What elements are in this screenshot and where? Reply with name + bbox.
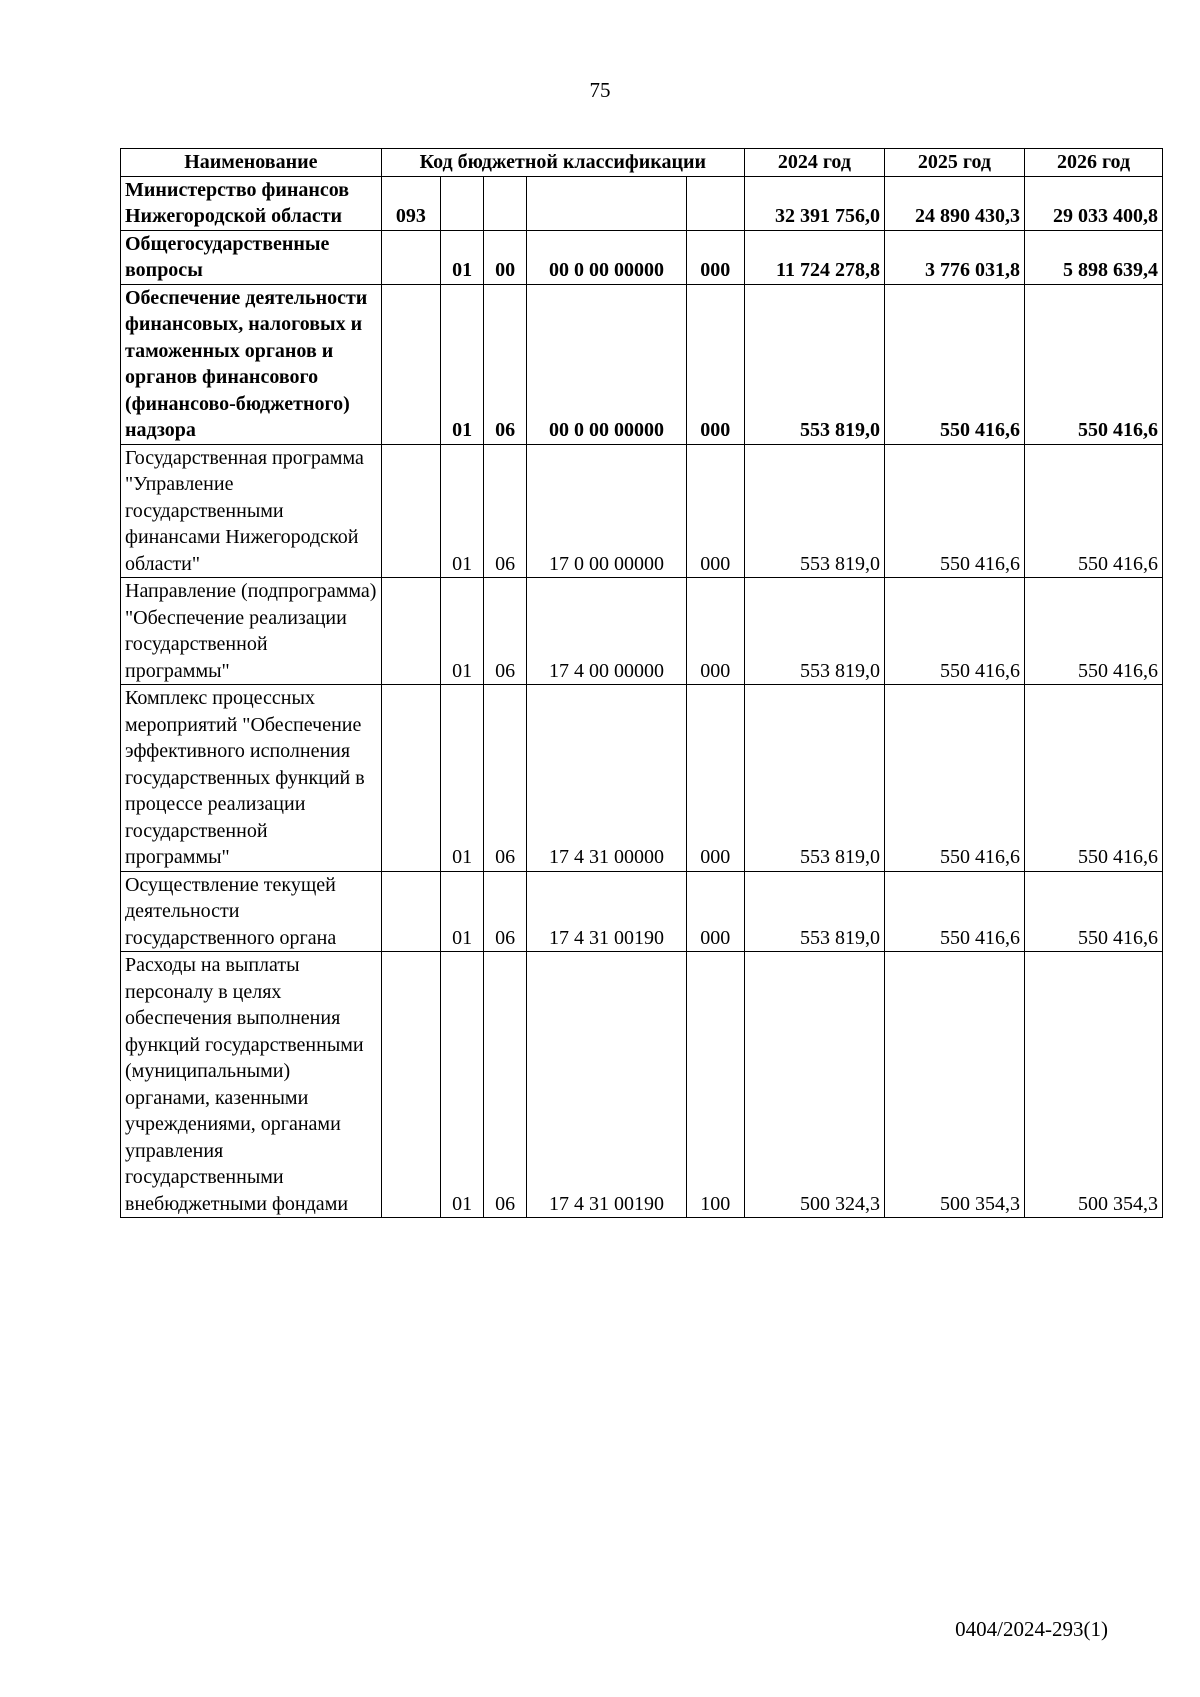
- cell-name: Направление (подпрограмма) "Обеспечение реализации государственной программы": [121, 578, 382, 685]
- cell-target-article: 17 4 00 00000: [527, 578, 686, 685]
- cell-expense-type: 100: [686, 952, 744, 1218]
- cell-section: 01: [441, 578, 484, 685]
- cell-target-article: 17 4 31 00190: [527, 871, 686, 952]
- cell-2025: 550 416,6: [884, 685, 1024, 872]
- cell-2024: 553 819,0: [744, 871, 884, 952]
- table-row: [121, 871, 1163, 952]
- cell-name: Комплекс процессных мероприятий "Обеспечение эффективного исполнения государственных функций в процессе реализации государственной программы": [121, 685, 382, 872]
- cell-subsection: 06: [484, 952, 527, 1218]
- cell-name: Министерство финансов Нижегородской области: [121, 176, 382, 230]
- cell-section: 01: [441, 284, 484, 444]
- cell-section: 01: [441, 952, 484, 1218]
- cell-target-article: 00 0 00 00000: [527, 284, 686, 444]
- cell-2026: 550 416,6: [1025, 578, 1163, 685]
- page-number: 75: [589, 78, 611, 102]
- cell-ministry-code: [381, 284, 440, 444]
- cell-2024: 553 819,0: [744, 578, 884, 685]
- cell-2025: 24 890 430,3: [884, 176, 1024, 230]
- table-row: [121, 230, 1163, 284]
- cell-name: Расходы на выплаты персоналу в целях обеспечения выполнения функций государственными (муниципальными) органами, казенными учреждениями, органами управления государственными внебюджетными фондами: [121, 952, 382, 1218]
- cell-section: 01: [441, 685, 484, 872]
- cell-ministry-code: [381, 685, 440, 872]
- cell-name: Обеспечение деятельности финансовых, налоговых и таможенных органов и органов финансового (финансово-бюджетного) надзора: [121, 284, 382, 444]
- cell-2024: 500 324,3: [744, 952, 884, 1218]
- cell-target-article: 17 0 00 00000: [527, 444, 686, 578]
- table-row: [121, 685, 1163, 872]
- cell-ministry-code: [381, 871, 440, 952]
- cell-ministry-code: [381, 230, 440, 284]
- cell-subsection: 06: [484, 444, 527, 578]
- cell-name: Осуществление текущей деятельности государственного органа: [121, 871, 382, 952]
- header-code: Код бюджетной классификации: [381, 149, 744, 177]
- cell-2024: 553 819,0: [744, 685, 884, 872]
- cell-expense-type: 000: [686, 871, 744, 952]
- cell-ministry-code: [381, 444, 440, 578]
- cell-ministry-code: [381, 952, 440, 1218]
- cell-section: [441, 176, 484, 230]
- table-body: [121, 176, 1163, 1218]
- cell-expense-type: [686, 176, 744, 230]
- header-2025: 2025 год: [884, 149, 1024, 177]
- cell-expense-type: 000: [686, 230, 744, 284]
- table-header-row: [121, 149, 1163, 177]
- cell-expense-type: 000: [686, 578, 744, 685]
- cell-2025: 550 416,6: [884, 871, 1024, 952]
- cell-target-article: [527, 176, 686, 230]
- cell-2025: 550 416,6: [884, 578, 1024, 685]
- cell-ministry-code: 093: [381, 176, 440, 230]
- cell-subsection: 06: [484, 685, 527, 872]
- cell-2024: 32 391 756,0: [744, 176, 884, 230]
- cell-2026: 550 416,6: [1025, 685, 1163, 872]
- cell-name: Общегосударственные вопросы: [121, 230, 382, 284]
- cell-2026: 550 416,6: [1025, 444, 1163, 578]
- document-id: 0404/2024-293(1): [955, 1617, 1108, 1641]
- cell-2026: 500 354,3: [1025, 952, 1163, 1218]
- cell-2026: 550 416,6: [1025, 871, 1163, 952]
- cell-subsection: 00: [484, 230, 527, 284]
- cell-2024: 11 724 278,8: [744, 230, 884, 284]
- cell-2024: 553 819,0: [744, 284, 884, 444]
- cell-2026: 550 416,6: [1025, 284, 1163, 444]
- cell-2025: 3 776 031,8: [884, 230, 1024, 284]
- cell-section: 01: [441, 444, 484, 578]
- cell-expense-type: 000: [686, 685, 744, 872]
- cell-2025: 550 416,6: [884, 284, 1024, 444]
- cell-subsection: 06: [484, 284, 527, 444]
- budget-table: [120, 148, 1163, 1218]
- table-row: [121, 176, 1163, 230]
- cell-target-article: 17 4 31 00000: [527, 685, 686, 872]
- cell-name: Государственная программа "Управление государственными финансами Нижегородской области": [121, 444, 382, 578]
- table-row: [121, 952, 1163, 1218]
- table-row: [121, 444, 1163, 578]
- cell-section: 01: [441, 230, 484, 284]
- cell-2026: 29 033 400,8: [1025, 176, 1163, 230]
- cell-section: 01: [441, 871, 484, 952]
- cell-target-article: 00 0 00 00000: [527, 230, 686, 284]
- cell-target-article: 17 4 31 00190: [527, 952, 686, 1218]
- cell-2026: 5 898 639,4: [1025, 230, 1163, 284]
- cell-2024: 553 819,0: [744, 444, 884, 578]
- cell-subsection: 06: [484, 578, 527, 685]
- table-row: [121, 284, 1163, 444]
- cell-subsection: [484, 176, 527, 230]
- cell-expense-type: 000: [686, 284, 744, 444]
- header-2024: 2024 год: [744, 149, 884, 177]
- cell-2025: 500 354,3: [884, 952, 1024, 1218]
- table-row: [121, 578, 1163, 685]
- header-name: Наименование: [121, 149, 382, 177]
- cell-subsection: 06: [484, 871, 527, 952]
- header-2026: 2026 год: [1025, 149, 1163, 177]
- cell-2025: 550 416,6: [884, 444, 1024, 578]
- cell-expense-type: 000: [686, 444, 744, 578]
- cell-ministry-code: [381, 578, 440, 685]
